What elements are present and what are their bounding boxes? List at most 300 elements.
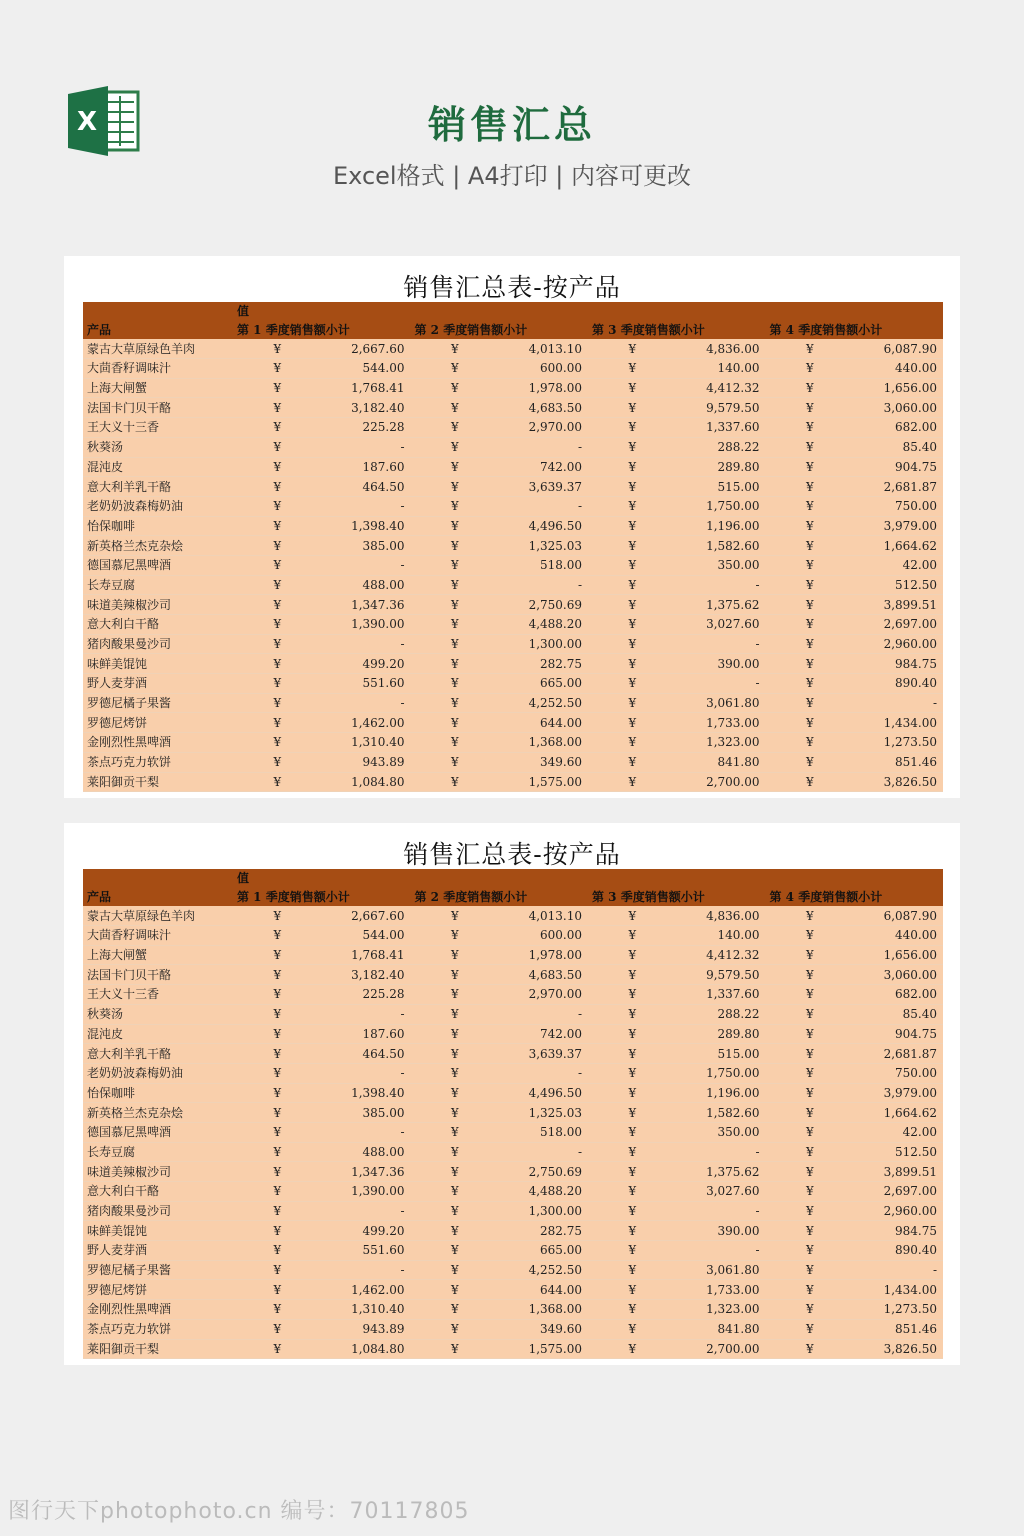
amount-cell: 1,575.00	[499, 772, 588, 792]
currency-cell: ¥	[233, 906, 322, 925]
product-name-cell: 味道美辣椒沙司	[83, 595, 233, 615]
amount-cell: 1,575.00	[499, 1339, 588, 1359]
currency-cell: ¥	[233, 437, 322, 457]
table-row	[83, 1339, 943, 1359]
currency-cell: ¥	[766, 496, 855, 516]
amount-cell: 2,700.00	[677, 1339, 766, 1359]
amount-cell: 282.75	[499, 1221, 588, 1241]
product-name-cell: 老奶奶波森梅奶油	[83, 496, 233, 516]
amount-cell: 1,325.03	[499, 1103, 588, 1123]
amount-cell: 9,579.50	[677, 965, 766, 985]
amount-cell: -	[322, 1201, 411, 1221]
table-row	[83, 595, 943, 615]
currency-cell: ¥	[588, 1083, 677, 1103]
currency-cell: ¥	[411, 1063, 500, 1083]
amount-cell: 1,368.00	[499, 733, 588, 753]
sheet-preview-2	[64, 823, 960, 1365]
amount-cell: 1,390.00	[322, 615, 411, 635]
currency-cell: ¥	[766, 516, 855, 536]
currency-cell: ¥	[233, 615, 322, 635]
amount-cell: 140.00	[677, 926, 766, 946]
product-name-cell: 老奶奶波森梅奶油	[83, 1063, 233, 1083]
table-row	[83, 1142, 943, 1162]
table-row	[83, 1241, 943, 1261]
product-name-cell: 上海大闸蟹	[83, 378, 233, 398]
amount-cell: 3,639.37	[499, 1044, 588, 1064]
table-row	[83, 516, 943, 536]
sales-table	[83, 302, 943, 792]
amount-cell: 1,368.00	[499, 1300, 588, 1320]
amount-cell: 349.60	[499, 1319, 588, 1339]
amount-cell: 1,375.62	[677, 595, 766, 615]
currency-cell: ¥	[233, 965, 322, 985]
currency-cell: ¥	[233, 1122, 322, 1142]
product-name-cell: 罗德尼橘子果酱	[83, 1260, 233, 1280]
amount-cell: -	[322, 634, 411, 654]
table-row	[83, 674, 943, 694]
quarter-column-header: 第 4 季度销售额小计	[766, 321, 944, 340]
currency-cell: ¥	[588, 1122, 677, 1142]
amount-cell: 140.00	[677, 359, 766, 379]
product-name-cell: 长寿豆腐	[83, 575, 233, 595]
table-row	[83, 1004, 943, 1024]
currency-cell: ¥	[588, 359, 677, 379]
product-name-cell: 意大利羊乳干酪	[83, 477, 233, 497]
amount-cell: 4,496.50	[499, 516, 588, 536]
currency-cell: ¥	[233, 1063, 322, 1083]
product-name-cell: 味鲜美馄饨	[83, 1221, 233, 1241]
currency-cell: ¥	[766, 398, 855, 418]
product-name-cell: 莱阳御贡干梨	[83, 772, 233, 792]
amount-cell: -	[677, 1142, 766, 1162]
currency-cell: ¥	[233, 457, 322, 477]
currency-cell: ¥	[411, 1260, 500, 1280]
amount-cell: 3,061.80	[677, 1260, 766, 1280]
currency-cell: ¥	[766, 674, 855, 694]
currency-cell: ¥	[411, 654, 500, 674]
amount-cell: 2,750.69	[499, 1162, 588, 1182]
currency-cell: ¥	[588, 1221, 677, 1241]
currency-cell: ¥	[766, 1024, 855, 1044]
amount-cell: 85.40	[854, 1004, 943, 1024]
amount-cell: 512.50	[854, 1142, 943, 1162]
currency-cell: ¥	[766, 1083, 855, 1103]
table-row	[83, 437, 943, 457]
product-name-cell: 混沌皮	[83, 1024, 233, 1044]
amount-cell: 600.00	[499, 359, 588, 379]
product-name-cell: 味鲜美馄饨	[83, 654, 233, 674]
currency-cell: ¥	[766, 693, 855, 713]
amount-cell: 518.00	[499, 1122, 588, 1142]
currency-cell: ¥	[766, 965, 855, 985]
currency-cell: ¥	[588, 1300, 677, 1320]
product-name-cell: 法国卡门贝干酪	[83, 398, 233, 418]
currency-cell: ¥	[588, 1319, 677, 1339]
page-title: 销售汇总	[427, 103, 596, 147]
product-name-cell: 王大义十三香	[83, 985, 233, 1005]
amount-cell: 3,027.60	[677, 1182, 766, 1202]
amount-cell: -	[677, 1201, 766, 1221]
quarter-column-header: 第 1 季度销售额小计	[233, 321, 411, 340]
currency-cell: ¥	[233, 418, 322, 438]
currency-cell: ¥	[588, 772, 677, 792]
currency-cell: ¥	[233, 398, 322, 418]
amount-cell: 385.00	[322, 1103, 411, 1123]
amount-cell: 499.20	[322, 654, 411, 674]
currency-cell: ¥	[766, 634, 855, 654]
currency-cell: ¥	[766, 1142, 855, 1162]
product-name-cell: 王大义十三香	[83, 418, 233, 438]
product-name-cell: 金刚烈性黑啤酒	[83, 1300, 233, 1320]
currency-cell: ¥	[233, 339, 322, 358]
sales-table-wrap	[83, 869, 943, 1356]
amount-cell: -	[499, 1142, 588, 1162]
currency-cell: ¥	[411, 634, 500, 654]
amount-cell: 289.80	[677, 457, 766, 477]
amount-cell: 851.46	[854, 1319, 943, 1339]
currency-cell: ¥	[233, 985, 322, 1005]
currency-cell: ¥	[588, 595, 677, 615]
currency-cell: ¥	[588, 496, 677, 516]
currency-cell: ¥	[233, 733, 322, 753]
currency-cell: ¥	[588, 1063, 677, 1083]
table-row	[83, 1201, 943, 1221]
currency-cell: ¥	[766, 654, 855, 674]
table-row	[83, 555, 943, 575]
amount-cell: 349.60	[499, 752, 588, 772]
amount-cell: 288.22	[677, 437, 766, 457]
currency-cell: ¥	[766, 418, 855, 438]
amount-cell: 1,310.40	[322, 733, 411, 753]
currency-cell: ¥	[411, 477, 500, 497]
amount-cell: 2,681.87	[854, 1044, 943, 1064]
currency-cell: ¥	[766, 1221, 855, 1241]
product-name-cell: 意大利白干酪	[83, 615, 233, 635]
currency-cell: ¥	[411, 1221, 500, 1241]
table-row	[83, 713, 943, 733]
amount-cell: 984.75	[854, 1221, 943, 1241]
amount-cell: 390.00	[677, 1221, 766, 1241]
currency-cell: ¥	[766, 733, 855, 753]
currency-cell: ¥	[233, 1083, 322, 1103]
amount-cell: 6,087.90	[854, 339, 943, 358]
table-row	[83, 965, 943, 985]
amount-cell: 2,970.00	[499, 418, 588, 438]
currency-cell: ¥	[766, 1319, 855, 1339]
amount-cell: 350.00	[677, 555, 766, 575]
product-name-cell: 新英格兰杰克杂烩	[83, 1103, 233, 1123]
amount-cell: 1,750.00	[677, 496, 766, 516]
currency-cell: ¥	[411, 752, 500, 772]
amount-cell: 440.00	[854, 359, 943, 379]
currency-cell: ¥	[588, 985, 677, 1005]
product-name-cell: 罗德尼橘子果酱	[83, 693, 233, 713]
amount-cell: 1,398.40	[322, 1083, 411, 1103]
header-row-value	[83, 869, 943, 888]
amount-cell: 282.75	[499, 654, 588, 674]
amount-cell: 1,273.50	[854, 733, 943, 753]
amount-cell: 3,182.40	[322, 398, 411, 418]
currency-cell: ¥	[411, 398, 500, 418]
amount-cell: 665.00	[499, 674, 588, 694]
product-name-cell: 上海大闸蟹	[83, 945, 233, 965]
amount-cell: 289.80	[677, 1024, 766, 1044]
currency-cell: ¥	[411, 1241, 500, 1261]
amount-cell: -	[499, 496, 588, 516]
currency-cell: ¥	[233, 713, 322, 733]
table-row	[83, 1083, 943, 1103]
table-row	[83, 985, 943, 1005]
amount-cell: 1,323.00	[677, 733, 766, 753]
amount-cell: 2,697.00	[854, 615, 943, 635]
amount-cell: 851.46	[854, 752, 943, 772]
table-row	[83, 536, 943, 556]
currency-cell: ¥	[588, 693, 677, 713]
amount-cell: 3,826.50	[854, 772, 943, 792]
amount-cell: 350.00	[677, 1122, 766, 1142]
amount-cell: -	[322, 437, 411, 457]
table-row	[83, 359, 943, 379]
product-name-cell: 怡保咖啡	[83, 1083, 233, 1103]
product-name-cell: 蒙古大草原绿色羊肉	[83, 339, 233, 358]
currency-cell: ¥	[411, 1280, 500, 1300]
table-row	[83, 1063, 943, 1083]
amount-cell: 544.00	[322, 926, 411, 946]
currency-cell: ¥	[411, 906, 500, 925]
currency-cell: ¥	[588, 575, 677, 595]
quarter-column-header: 第 1 季度销售额小计	[233, 888, 411, 907]
amount-cell: 1,273.50	[854, 1300, 943, 1320]
currency-cell: ¥	[588, 457, 677, 477]
sales-table	[83, 869, 943, 1359]
amount-cell: 288.22	[677, 1004, 766, 1024]
product-name-cell: 混沌皮	[83, 457, 233, 477]
amount-cell: 9,579.50	[677, 398, 766, 418]
sheet-title: 销售汇总表-按产品	[403, 840, 621, 869]
amount-cell: 515.00	[677, 1044, 766, 1064]
amount-cell: 3,060.00	[854, 965, 943, 985]
currency-cell: ¥	[233, 752, 322, 772]
amount-cell: 1,768.41	[322, 945, 411, 965]
product-name-cell: 猪肉酸果曼沙司	[83, 634, 233, 654]
currency-cell: ¥	[411, 926, 500, 946]
product-name-cell: 茶点巧克力软饼	[83, 752, 233, 772]
currency-cell: ¥	[233, 1339, 322, 1359]
table-row	[83, 733, 943, 753]
currency-cell: ¥	[233, 1103, 322, 1123]
amount-cell: 890.40	[854, 674, 943, 694]
amount-cell: 1,375.62	[677, 1162, 766, 1182]
amount-cell: 4,412.32	[677, 378, 766, 398]
currency-cell: ¥	[766, 1300, 855, 1320]
currency-cell: ¥	[588, 965, 677, 985]
currency-cell: ¥	[588, 339, 677, 358]
amount-cell: 488.00	[322, 575, 411, 595]
table-row	[83, 1319, 943, 1339]
amount-cell: 4,836.00	[677, 339, 766, 358]
amount-cell: 544.00	[322, 359, 411, 379]
table-row	[83, 926, 943, 946]
currency-cell: ¥	[766, 477, 855, 497]
currency-cell: ¥	[411, 1004, 500, 1024]
amount-cell: -	[499, 1063, 588, 1083]
currency-cell: ¥	[766, 437, 855, 457]
currency-cell: ¥	[411, 1319, 500, 1339]
currency-cell: ¥	[766, 1339, 855, 1359]
currency-cell: ¥	[411, 985, 500, 1005]
currency-cell: ¥	[411, 713, 500, 733]
amount-cell: 85.40	[854, 437, 943, 457]
currency-cell: ¥	[411, 1103, 500, 1123]
amount-cell: 3,060.00	[854, 398, 943, 418]
table-row	[83, 496, 943, 516]
page-header	[0, 0, 1024, 230]
currency-cell: ¥	[233, 1280, 322, 1300]
amount-cell: 841.80	[677, 752, 766, 772]
currency-cell: ¥	[233, 1260, 322, 1280]
currency-cell: ¥	[766, 359, 855, 379]
amount-cell: 665.00	[499, 1241, 588, 1261]
product-name-cell: 意大利白干酪	[83, 1182, 233, 1202]
product-name-cell: 法国卡门贝干酪	[83, 965, 233, 985]
amount-cell: 1,347.36	[322, 595, 411, 615]
currency-cell: ¥	[588, 1201, 677, 1221]
amount-cell: 385.00	[322, 536, 411, 556]
amount-cell: 1,337.60	[677, 985, 766, 1005]
currency-cell: ¥	[233, 575, 322, 595]
table-row	[83, 477, 943, 497]
currency-cell: ¥	[233, 595, 322, 615]
amount-cell: 1,434.00	[854, 1280, 943, 1300]
currency-cell: ¥	[766, 595, 855, 615]
amount-cell: -	[322, 1122, 411, 1142]
currency-cell: ¥	[411, 1162, 500, 1182]
amount-cell: 1,733.00	[677, 713, 766, 733]
amount-cell: 2,700.00	[677, 772, 766, 792]
currency-cell: ¥	[588, 906, 677, 925]
quarter-column-header: 第 3 季度销售额小计	[588, 321, 766, 340]
amount-cell: 984.75	[854, 654, 943, 674]
currency-cell: ¥	[588, 1280, 677, 1300]
currency-cell: ¥	[766, 339, 855, 358]
product-name-cell: 秋葵汤	[83, 1004, 233, 1024]
currency-cell: ¥	[588, 378, 677, 398]
amount-cell: 682.00	[854, 985, 943, 1005]
amount-cell: 3,027.60	[677, 615, 766, 635]
currency-cell: ¥	[766, 1182, 855, 1202]
currency-cell: ¥	[766, 1201, 855, 1221]
currency-cell: ¥	[588, 1162, 677, 1182]
currency-cell: ¥	[766, 926, 855, 946]
product-name-cell: 大茴香籽调味汁	[83, 926, 233, 946]
table-row	[83, 1182, 943, 1202]
amount-cell: -	[677, 1241, 766, 1261]
table-row	[83, 418, 943, 438]
amount-cell: -	[499, 1004, 588, 1024]
currency-cell: ¥	[766, 1004, 855, 1024]
amount-cell: 3,899.51	[854, 1162, 943, 1182]
currency-cell: ¥	[233, 496, 322, 516]
amount-cell: -	[322, 693, 411, 713]
amount-cell: 225.28	[322, 418, 411, 438]
currency-cell: ¥	[233, 1300, 322, 1320]
amount-cell: 390.00	[677, 654, 766, 674]
amount-cell: -	[499, 575, 588, 595]
currency-cell: ¥	[411, 1182, 500, 1202]
amount-cell: 2,750.69	[499, 595, 588, 615]
currency-cell: ¥	[588, 1103, 677, 1123]
table-row	[83, 615, 943, 635]
product-name-cell: 罗德尼烤饼	[83, 1280, 233, 1300]
currency-cell: ¥	[233, 378, 322, 398]
amount-cell: 440.00	[854, 926, 943, 946]
amount-cell: 499.20	[322, 1221, 411, 1241]
currency-cell: ¥	[411, 1339, 500, 1359]
currency-cell: ¥	[766, 457, 855, 477]
currency-cell: ¥	[233, 1241, 322, 1261]
amount-cell: 1,084.80	[322, 772, 411, 792]
amount-cell: 1,084.80	[322, 1339, 411, 1359]
currency-cell: ¥	[588, 674, 677, 694]
amount-cell: 2,667.60	[322, 339, 411, 358]
currency-cell: ¥	[766, 1260, 855, 1280]
currency-cell: ¥	[411, 437, 500, 457]
amount-cell: 600.00	[499, 926, 588, 946]
amount-cell: 3,899.51	[854, 595, 943, 615]
table-row	[83, 772, 943, 792]
amount-cell: 4,252.50	[499, 1260, 588, 1280]
amount-cell: 1,656.00	[854, 945, 943, 965]
currency-cell: ¥	[233, 516, 322, 536]
amount-cell: 682.00	[854, 418, 943, 438]
amount-cell: 1,337.60	[677, 418, 766, 438]
amount-cell: 1,750.00	[677, 1063, 766, 1083]
page-subtitle: Excel格式 | A4打印 | 内容可更改	[333, 162, 691, 190]
header-row-columns	[83, 321, 943, 340]
currency-cell: ¥	[411, 1142, 500, 1162]
currency-cell: ¥	[588, 1260, 677, 1280]
currency-cell: ¥	[766, 906, 855, 925]
table-row	[83, 575, 943, 595]
currency-cell: ¥	[588, 516, 677, 536]
amount-cell: -	[677, 575, 766, 595]
amount-cell: 1,656.00	[854, 378, 943, 398]
currency-cell: ¥	[588, 634, 677, 654]
amount-cell: 943.89	[322, 752, 411, 772]
currency-cell: ¥	[233, 555, 322, 575]
currency-cell: ¥	[411, 457, 500, 477]
table-row	[83, 945, 943, 965]
sheet-preview-1	[64, 256, 960, 798]
currency-cell: ¥	[233, 945, 322, 965]
currency-cell: ¥	[411, 1201, 500, 1221]
currency-cell: ¥	[588, 1241, 677, 1261]
amount-cell: 841.80	[677, 1319, 766, 1339]
currency-cell: ¥	[766, 575, 855, 595]
product-name-cell: 长寿豆腐	[83, 1142, 233, 1162]
table-row	[83, 906, 943, 925]
currency-cell: ¥	[411, 615, 500, 635]
currency-cell: ¥	[766, 1122, 855, 1142]
amount-cell: 890.40	[854, 1241, 943, 1261]
table-row	[83, 1260, 943, 1280]
amount-cell: 1,323.00	[677, 1300, 766, 1320]
currency-cell: ¥	[588, 926, 677, 946]
table-row	[83, 457, 943, 477]
currency-cell: ¥	[766, 536, 855, 556]
amount-cell: 3,826.50	[854, 1339, 943, 1359]
header-cell-empty	[83, 302, 233, 321]
